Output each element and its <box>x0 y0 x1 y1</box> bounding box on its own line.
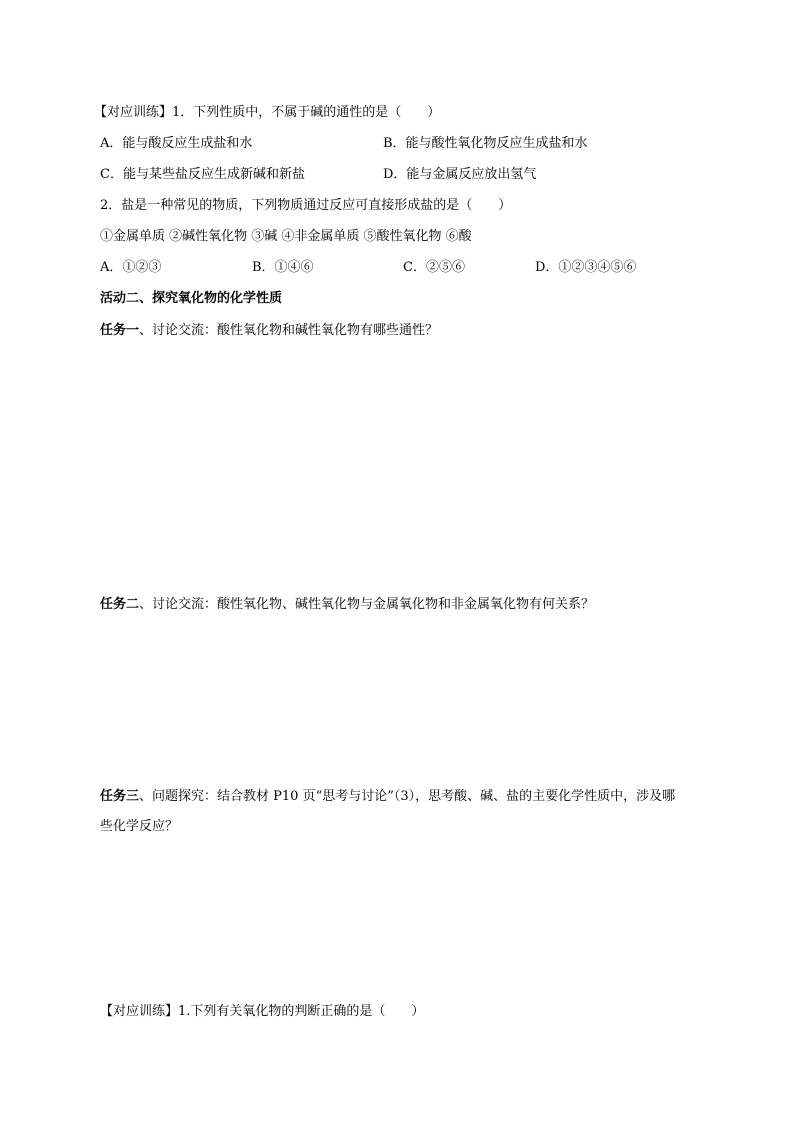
q2-option-d: D．①②③④⑤⑥ <box>535 260 637 275</box>
q1-prefix: 【对应训练】 <box>94 105 173 120</box>
q3-stem <box>100 1003 424 1021</box>
q3-prefix: 【对应训练】 <box>100 1004 179 1019</box>
q2-items: ①金属单质 ②碱性氧化物 ③碱 ④非金属单质 ⑤酸性氧化物 ⑥酸 <box>100 229 472 244</box>
q2-stem: 2．盐是一种常见的物质，下列物质通过反应可直接形成盐的是（ ） <box>100 198 512 213</box>
task1-text: 、讨论交流：酸性氧化物和碱性氧化物有哪些通性？ <box>139 323 439 338</box>
q1-stem-text: 1．下列性质中，不属于碱的通性的是（ ） <box>172 105 441 120</box>
q2-option-b: B．①④⑥ <box>252 260 314 275</box>
q1-option-a: A．能与酸反应生成盐和水 <box>100 136 253 151</box>
q1-option-b: B．能与酸性氧化物反应生成盐和水 <box>383 136 588 151</box>
q3-stem-text: 1.下列有关氧化物的判断正确的是（ ） <box>178 1004 425 1019</box>
q1-option-c: C．能与某些盐反应生成新碱和新盐 <box>100 167 305 182</box>
task1 <box>100 322 438 340</box>
task2-text: 、讨论交流：酸性氧化物、碱性氧化物与金属氧化物和非金属氧化物有何关系？ <box>139 597 595 612</box>
task2 <box>100 596 594 614</box>
task3-text-line1: 、问题探究：结合教材 P10 页“思考与讨论”（3），思考酸、碱、盐的主要化学性质中，涉及哪 <box>139 789 676 804</box>
activity2-heading: 活动二、探究氧化物的化学性质 <box>100 291 283 306</box>
q2-option-c: C．②⑤⑥ <box>403 260 465 275</box>
task2-label: 任务二 <box>100 597 140 612</box>
q2-option-a: A．①②③ <box>100 260 162 275</box>
task3-line1 <box>100 788 675 806</box>
task1-label: 任务一 <box>100 323 140 338</box>
q1-stem <box>94 104 440 122</box>
task3-label: 任务三 <box>100 789 140 804</box>
q1-option-d: D．能与金属反应放出氢气 <box>383 167 537 182</box>
task3-line2: 些化学反应？ <box>100 819 179 834</box>
